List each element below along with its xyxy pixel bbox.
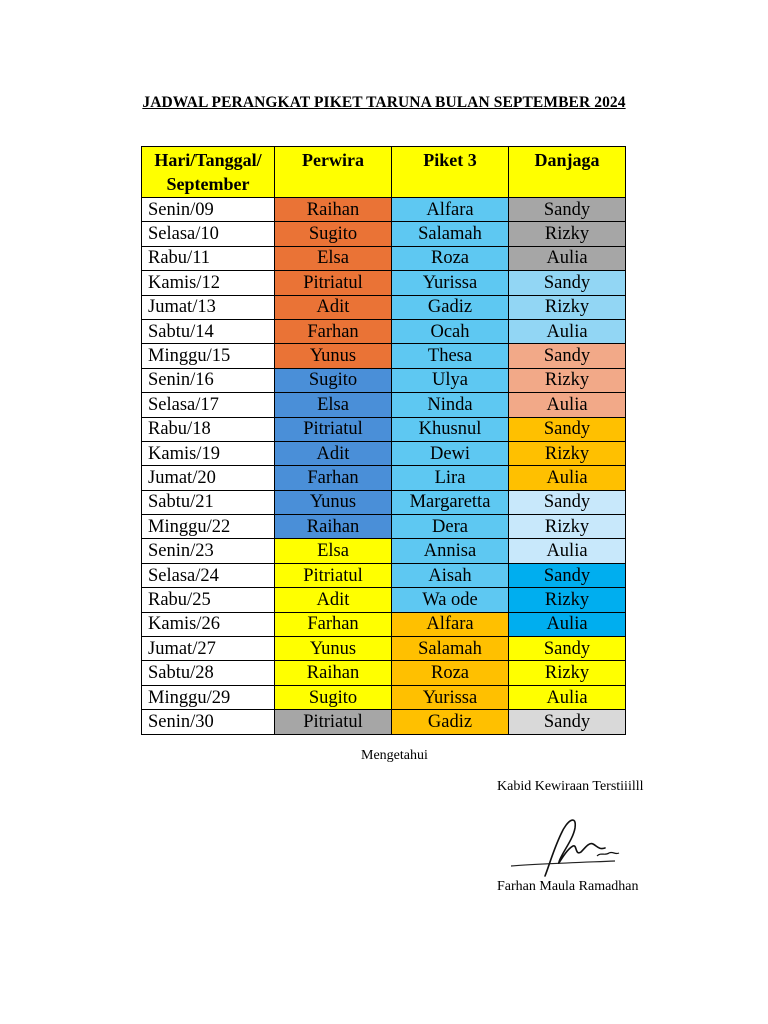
- piket-cell: Alfara: [392, 612, 509, 636]
- signatory-role: Kabid Kewiraan Terstiiilll: [497, 779, 644, 794]
- header-piket-3: Piket 3: [392, 147, 509, 198]
- piket-cell: Roza: [392, 661, 509, 685]
- day-cell: Selasa/24: [142, 563, 275, 587]
- table-row: [142, 271, 626, 295]
- perwira-cell: Sugito: [275, 685, 392, 709]
- table-row: [142, 612, 626, 636]
- piket-cell: Salamah: [392, 637, 509, 661]
- danjaga-cell: Sandy: [509, 271, 626, 295]
- perwira-cell: Raihan: [275, 661, 392, 685]
- day-cell: Selasa/17: [142, 393, 275, 417]
- perwira-cell: Elsa: [275, 393, 392, 417]
- danjaga-cell: Aulia: [509, 612, 626, 636]
- perwira-cell: Elsa: [275, 246, 392, 270]
- danjaga-cell: Sandy: [509, 198, 626, 222]
- page-title: JADWAL PERANGKAT PIKET TARUNA BULAN SEPTEMBER 2024: [142, 94, 626, 111]
- day-cell: Sabtu/28: [142, 661, 275, 685]
- table-row: [142, 198, 626, 222]
- header-perwira: Perwira: [275, 147, 392, 198]
- table-row: [142, 710, 626, 734]
- piket-cell: Margaretta: [392, 490, 509, 514]
- day-cell: Minggu/22: [142, 515, 275, 539]
- danjaga-cell: Aulia: [509, 246, 626, 270]
- danjaga-cell: Rizky: [509, 295, 626, 319]
- perwira-cell: Yunus: [275, 344, 392, 368]
- table-row: [142, 515, 626, 539]
- danjaga-cell: Rizky: [509, 368, 626, 392]
- perwira-cell: Pitriatul: [275, 563, 392, 587]
- perwira-cell: Raihan: [275, 515, 392, 539]
- table-row: [142, 393, 626, 417]
- piket-cell: Ulya: [392, 368, 509, 392]
- table-row: [142, 417, 626, 441]
- piket-cell: Lira: [392, 466, 509, 490]
- danjaga-cell: Aulia: [509, 393, 626, 417]
- danjaga-cell: Sandy: [509, 344, 626, 368]
- day-cell: Sabtu/21: [142, 490, 275, 514]
- day-cell: Senin/30: [142, 710, 275, 734]
- piket-cell: Gadiz: [392, 710, 509, 734]
- table-row: [142, 685, 626, 709]
- danjaga-cell: Rizky: [509, 222, 626, 246]
- day-cell: Jumat/20: [142, 466, 275, 490]
- danjaga-cell: Sandy: [509, 710, 626, 734]
- day-cell: Rabu/18: [142, 417, 275, 441]
- table-row: [142, 319, 626, 343]
- piket-cell: Ocah: [392, 319, 509, 343]
- piket-cell: Yurissa: [392, 685, 509, 709]
- piket-cell: Yurissa: [392, 271, 509, 295]
- table-row: [142, 490, 626, 514]
- piket-cell: Salamah: [392, 222, 509, 246]
- day-cell: Minggu/15: [142, 344, 275, 368]
- danjaga-cell: Rizky: [509, 661, 626, 685]
- table-body: [142, 198, 626, 735]
- day-cell: Sabtu/14: [142, 319, 275, 343]
- perwira-cell: Pitriatul: [275, 417, 392, 441]
- day-cell: Jumat/27: [142, 637, 275, 661]
- day-cell: Kamis/19: [142, 441, 275, 465]
- acknowledgement-label: Mengetahui: [361, 748, 428, 763]
- perwira-cell: Elsa: [275, 539, 392, 563]
- perwira-cell: Adit: [275, 588, 392, 612]
- perwira-cell: Raihan: [275, 198, 392, 222]
- table-row: [142, 295, 626, 319]
- perwira-cell: Yunus: [275, 490, 392, 514]
- signature-icon: [505, 806, 625, 882]
- perwira-cell: Sugito: [275, 222, 392, 246]
- danjaga-cell: Rizky: [509, 515, 626, 539]
- piket-cell: Ninda: [392, 393, 509, 417]
- day-cell: Jumat/13: [142, 295, 275, 319]
- table-header-row: [142, 147, 626, 198]
- piket-cell: Roza: [392, 246, 509, 270]
- piket-cell: Gadiz: [392, 295, 509, 319]
- perwira-cell: Farhan: [275, 466, 392, 490]
- danjaga-cell: Sandy: [509, 563, 626, 587]
- table-row: [142, 637, 626, 661]
- duty-schedule-table: [141, 146, 626, 735]
- table-row: [142, 246, 626, 270]
- table-row: [142, 222, 626, 246]
- day-cell: Rabu/11: [142, 246, 275, 270]
- table-row: [142, 368, 626, 392]
- piket-cell: Dewi: [392, 441, 509, 465]
- day-cell: Senin/23: [142, 539, 275, 563]
- piket-cell: Alfara: [392, 198, 509, 222]
- perwira-cell: Pitriatul: [275, 271, 392, 295]
- perwira-cell: Adit: [275, 295, 392, 319]
- table-row: [142, 661, 626, 685]
- table-row: [142, 563, 626, 587]
- day-cell: Senin/16: [142, 368, 275, 392]
- table-row: [142, 441, 626, 465]
- table-row: [142, 588, 626, 612]
- piket-cell: Wa ode: [392, 588, 509, 612]
- perwira-cell: Yunus: [275, 637, 392, 661]
- perwira-cell: Pitriatul: [275, 710, 392, 734]
- day-cell: Senin/09: [142, 198, 275, 222]
- danjaga-cell: Sandy: [509, 490, 626, 514]
- perwira-cell: Sugito: [275, 368, 392, 392]
- day-cell: Minggu/29: [142, 685, 275, 709]
- header-day-date: Hari/Tanggal/ September: [142, 147, 275, 198]
- danjaga-cell: Rizky: [509, 441, 626, 465]
- piket-cell: Thesa: [392, 344, 509, 368]
- danjaga-cell: Sandy: [509, 417, 626, 441]
- perwira-cell: Farhan: [275, 319, 392, 343]
- danjaga-cell: Rizky: [509, 588, 626, 612]
- header-danjaga: Danjaga: [509, 147, 626, 198]
- danjaga-cell: Aulia: [509, 685, 626, 709]
- danjaga-cell: Aulia: [509, 539, 626, 563]
- perwira-cell: Adit: [275, 441, 392, 465]
- piket-cell: Annisa: [392, 539, 509, 563]
- perwira-cell: Farhan: [275, 612, 392, 636]
- danjaga-cell: Aulia: [509, 466, 626, 490]
- signatory-name: Farhan Maula Ramadhan: [497, 879, 639, 894]
- day-cell: Kamis/12: [142, 271, 275, 295]
- table-row: [142, 466, 626, 490]
- piket-cell: Aisah: [392, 563, 509, 587]
- day-cell: Rabu/25: [142, 588, 275, 612]
- piket-cell: Dera: [392, 515, 509, 539]
- table-row: [142, 539, 626, 563]
- danjaga-cell: Aulia: [509, 319, 626, 343]
- day-cell: Selasa/10: [142, 222, 275, 246]
- table-row: [142, 344, 626, 368]
- day-cell: Kamis/26: [142, 612, 275, 636]
- danjaga-cell: Sandy: [509, 637, 626, 661]
- piket-cell: Khusnul: [392, 417, 509, 441]
